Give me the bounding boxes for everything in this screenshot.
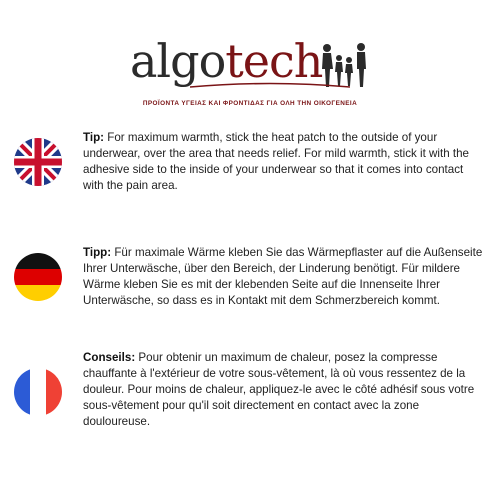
tip-text-german bbox=[83, 245, 483, 309]
tip-label: Tip: bbox=[83, 131, 105, 144]
tip-body: For maximum warmth, stick the heat patch to the outside of your underwear, over the area that needs relief. For mild warmth, stick it with the adhesive side to the inside of your underwear so that it comes into contact with the pain area. bbox=[83, 131, 469, 192]
brand-tagline: ΠΡΟΪΟΝΤΑ ΥΓΕΙΑΣ ΚΑΙ ΦΡΟΝΤΙΔΑΣ ΓΙΑ ΟΛΗ ΤΗΝ ΟΙΚΟΓΕΝΕΙΑ bbox=[142, 100, 358, 107]
france-flag-icon bbox=[14, 368, 62, 416]
tip-body: Pour obtenir un maximum de chaleur, posez la compresse chauffante à l'extérieur de votre sous-vêtement, là où vous ressentez de la douleur. Pour moins de chaleur, appliquez-le avec le côté adhésif sous votre sous-vêtement pour qu'il soit directement en contact avec la zone douloureuse. bbox=[83, 351, 475, 428]
brand-name-part2: tech bbox=[225, 34, 323, 88]
tip-body: Für maximale Wärme kleben Sie das Wärmepflaster auf die Außenseite Ihrer Unterwäsche, über den Bereich, der Linderung benötigt. Für mildere Wärme kleben Sie es mit der klebenden Seite auf die Innenseite Ihrer Unterwäsche, so dass es in Kontakt mit dem Schmerzbereich kommt. bbox=[83, 246, 483, 307]
uk-flag-icon bbox=[14, 138, 62, 186]
brand-name-part1: algo bbox=[130, 34, 226, 88]
tip-text-french bbox=[83, 350, 483, 430]
tip-label: Tipp: bbox=[83, 246, 112, 259]
tip-text-english bbox=[83, 130, 483, 194]
brand-wordmark bbox=[130, 34, 323, 88]
brand-logo bbox=[0, 34, 500, 108]
tip-label: Conseils: bbox=[83, 351, 136, 364]
logo-swoosh bbox=[190, 82, 350, 92]
germany-flag-icon bbox=[14, 253, 62, 301]
